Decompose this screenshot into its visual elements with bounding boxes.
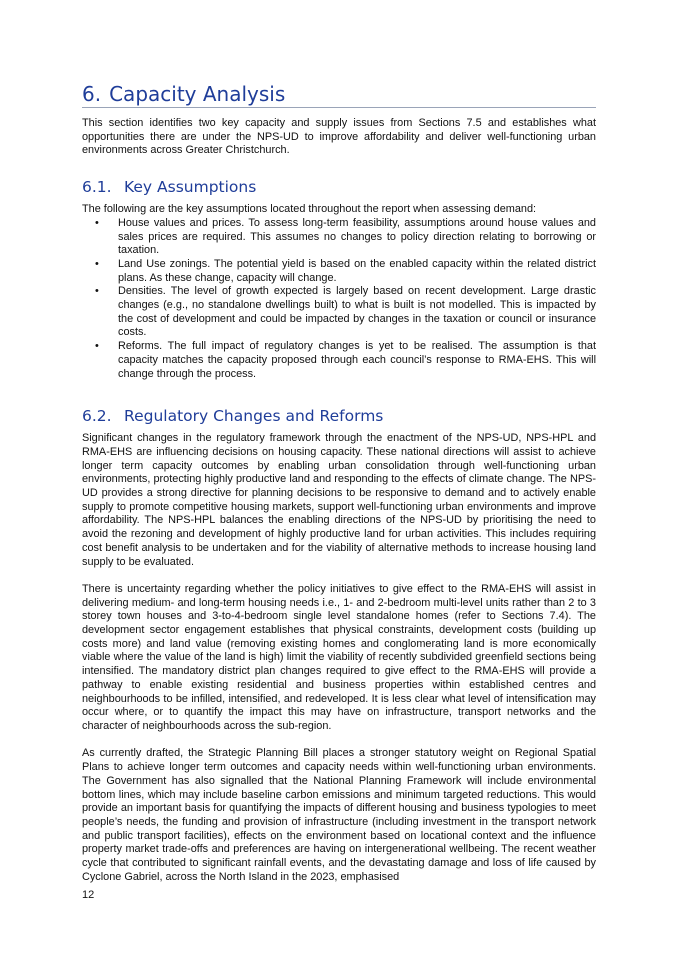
section-number: 6.	[82, 82, 102, 106]
body-paragraph: There is uncertainty regarding whether the policy initiatives to give effect to the RMA-EHS will assist in delivering medium- and long-term housing needs i.e., 1- and 2-bedroom multi-level units rather than 2 to 3 storey town houses and 3-to-4-bedroom single level standalone homes (refer to Sections 7.4). The development sector engagement establishes that physical constraints, development costs (building up costs more) and land value (removing existing homes and conglomerating land is more economically viable where the value of the land is high) limit the viability of recently subdivided greenfield sections being intensified. The mandatory district plan changes required to give effect to the RMA-EHS will provide a pathway to enable existing residential and business properties within established centres and neighbourhoods to be infilled, intensified, and redeveloped. It is less clear what level of intensification may occur where, or to quantify the impact this may have on infrastructure, transport networks and the character of neighbourhoods across the sub-region.	[82, 582, 596, 732]
subsection-number: 6.2.	[82, 407, 112, 426]
subsection-title: Regulatory Changes and Reforms	[124, 407, 384, 426]
list-item-text: Reforms. The full impact of regulatory changes is yet to be realised. The assumption is that capacity matches the capacity proposed through each council’s response to RMA-EHS. This will change through the process.	[118, 340, 596, 380]
bullet-icon: •	[95, 340, 99, 353]
body-paragraph: As currently drafted, the Strategic Planning Bill places a stronger statutory weight on Regional Spatial Plans to achieve longer term outcomes and capacity needs within well-functioning urban environments. The Government has also signalled that the National Planning Framework will include environmental bottom lines, which may include baseline carbon emissions and minimum targeted reductions. This would provide an important basis for quantifying the impacts of different housing and business typologies to meet people’s needs, the funding and provision of infrastructure (including investment in the transport network and public transport facilities), effects on the environment based on locational context and the influence property market trade-offs and preferences are having on intergenerational wellbeing. The recent weather cycle that contributed to significant rainfall events, and the devastating damage and loss of life caused by Cyclone Gabriel, across the North Island in the 2023, emphasised	[82, 747, 596, 883]
list-item	[82, 217, 596, 258]
list-item	[82, 340, 596, 381]
section-title: Capacity Analysis	[109, 82, 286, 106]
section-intro: This section identifies two key capacity and supply issues from Sections 7.5 and establishes what opportunities there are under the NPS-UD to improve affordability and deliver well-functioning urban environments across Greater Christchurch.	[82, 117, 596, 157]
list-item-text: Densities. The level of growth expected is largely based on recent development. Large drastic changes (e.g., no standalone dwellings built) to what is built is not modelled. This is impacted by the cost of development and could be impacted by changes in the taxation or council or insurance costs.	[118, 285, 596, 339]
list-item-text: Land Use zonings. The potential yield is based on the enabled capacity within the related district plans. As these change, capacity will change.	[118, 257, 596, 284]
bullet-icon: •	[95, 257, 99, 270]
body-paragraph: Significant changes in the regulatory framework through the enactment of the NPS-UD, NPS-HPL and RMA-EHS are influencing decisions on housing capacity. These national directions will assist to achieve longer term capacity outcomes by enabling urban consolidation through well-functioning urban environments, protecting highly productive land and responding to the effects of climate change. The NPS-UD provides a strong directive for planning decisions to be responsive to demand and to actively enable supply to promote competitive housing markets, support well-functioning urban environments and improve affordability. The NPS-HPL balances the enabling directions of the NPS-UD by prioritising the need to avoid the rezoning and development of highly productive land for urban activities. This includes requiring cost benefit analysis to be undertaken and for the viability of alternative methods to increase housing land supply to be evaluated.	[82, 432, 596, 568]
section-heading	[82, 82, 596, 108]
page-content	[82, 82, 596, 884]
page-number: 12	[82, 889, 95, 901]
list-item-text: House values and prices. To assess long-term feasibility, assumptions around house values and sales prices are required. This assumes no changes to policy direction relating to borrowing or taxation.	[118, 216, 596, 257]
subsection-heading-regulatory-changes	[82, 406, 596, 426]
subsection-number: 6.1.	[82, 178, 112, 197]
assumptions-list	[82, 217, 596, 381]
list-item	[82, 258, 596, 285]
subsection-title: Key Assumptions	[124, 178, 257, 197]
bullet-icon: •	[95, 285, 99, 298]
list-item	[82, 285, 596, 340]
subsection-heading-key-assumptions	[82, 177, 596, 197]
key-assumptions-intro: The following are the key assumptions located throughout the report when assessing demand:	[82, 203, 537, 216]
bullet-icon: •	[95, 216, 99, 229]
